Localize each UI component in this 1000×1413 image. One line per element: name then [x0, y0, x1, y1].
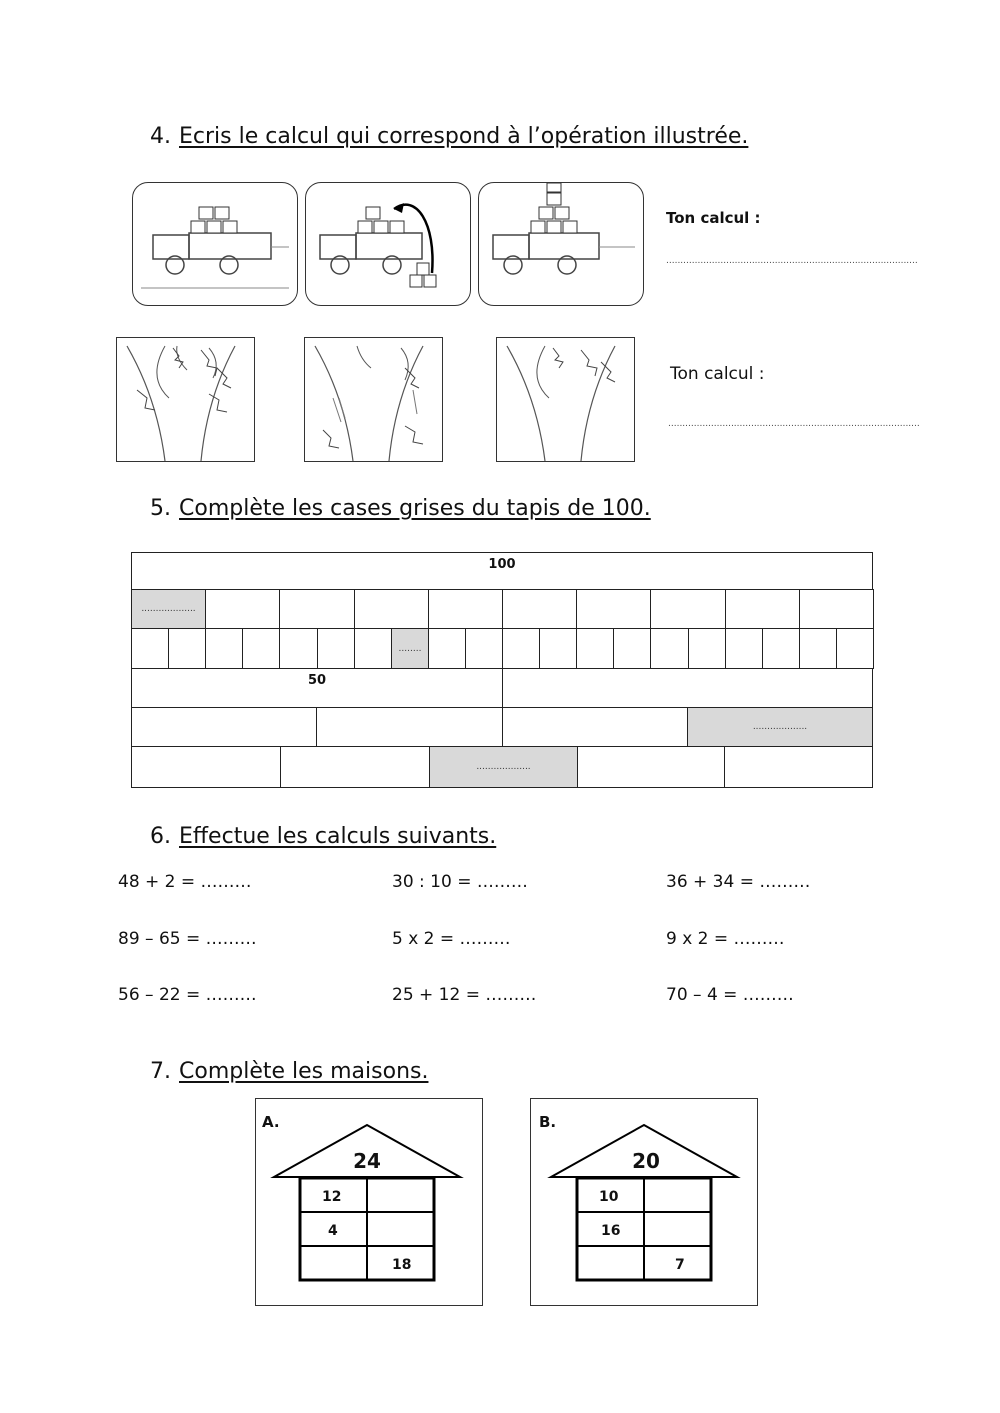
carpet-twentieth: [725, 628, 763, 669]
calc-label-trees: Ton calcul :: [670, 364, 765, 384]
house-cell: 4: [328, 1223, 338, 1239]
answer-line-trucks[interactable]: ........................................................................................: [666, 256, 918, 266]
exercise-6-heading: [150, 824, 496, 849]
exercise-title: Complète les maisons.: [179, 1059, 429, 1084]
carpet-tenth: [205, 589, 280, 629]
carpet-twentieth: [205, 628, 243, 669]
grey-answer-dots: ........: [398, 643, 422, 654]
house-roof-number: 20: [632, 1149, 660, 1173]
carpet-twentieth: [836, 628, 874, 669]
exercise-number: 7.: [150, 1059, 171, 1084]
carpet-grey-quarter[interactable]: [687, 707, 873, 747]
carpet-grey-tenth[interactable]: [131, 589, 206, 629]
exercise-5-heading: [150, 496, 651, 521]
carpet-tenth: [428, 589, 503, 629]
carpet-half-left: [131, 668, 503, 708]
answer-line-trees[interactable]: ........................................................................................: [668, 419, 920, 429]
carpet-twentieth: [242, 628, 280, 669]
carpet-grey-fifth[interactable]: [429, 746, 578, 788]
calc-item[interactable]: 70 – 4 = ………: [666, 985, 794, 1005]
carpet-twentieth: [502, 628, 540, 669]
carpet-twentieth: [650, 628, 689, 669]
carpet-quarter: [316, 707, 503, 747]
house-roof-number: 24: [353, 1149, 381, 1173]
house-cell: 12: [322, 1189, 342, 1205]
carpet-twentieth: [428, 628, 466, 669]
house-cell: 10: [599, 1189, 619, 1205]
carpet-twentieth: [539, 628, 577, 669]
house-cell: 18: [392, 1257, 412, 1273]
calc-item[interactable]: 25 + 12 = ………: [392, 985, 537, 1005]
exercise-number: 6.: [150, 824, 171, 849]
house-b: [530, 1098, 758, 1306]
exercise-title: Complète les cases grises du tapis de 100.: [179, 496, 651, 521]
calc-item[interactable]: 56 – 22 = ………: [118, 985, 257, 1005]
carpet-row-100: [131, 552, 873, 590]
exercise-number: 5.: [150, 496, 171, 521]
carpet-fifth: [724, 746, 873, 788]
carpet-fifth: [131, 746, 281, 788]
carpet-tenth: [650, 589, 726, 629]
house-letter: B.: [539, 1113, 557, 1131]
truck-panel-2: [305, 182, 471, 306]
carpet-twentieth: [613, 628, 651, 669]
grey-answer-dots: ...................: [476, 762, 531, 772]
carpet-twentieth: [576, 628, 614, 669]
carpet-quarter: [502, 707, 688, 747]
exercise-number: 4.: [150, 124, 171, 149]
truck-panel-3: [478, 182, 644, 306]
exercise-title: Effectue les calculs suivants.: [179, 824, 497, 849]
calc-item[interactable]: 48 + 2 = ………: [118, 872, 252, 892]
calc-item[interactable]: 9 x 2 = ………: [666, 929, 785, 949]
tree-bare-illustration: [497, 338, 634, 461]
carpet-twentieth: [762, 628, 800, 669]
tree-falling-leaves-illustration: [305, 338, 442, 461]
tree-panel-1: [116, 337, 255, 462]
house-cell: 16: [601, 1223, 621, 1239]
house-a: [255, 1098, 483, 1306]
carpet-fifth: [280, 746, 430, 788]
carpet-of-100: [131, 552, 873, 788]
calc-item[interactable]: 30 : 10 = ………: [392, 872, 528, 892]
carpet-twentieth: [131, 628, 169, 669]
calc-item[interactable]: 5 x 2 = ………: [392, 929, 511, 949]
carpet-label-100: 100: [488, 557, 516, 572]
exercise-4-heading: [150, 124, 748, 149]
exercise-title: Ecris le calcul qui correspond à l’opération illustrée.: [179, 124, 749, 149]
house-letter: A.: [262, 1113, 280, 1131]
calc-item[interactable]: 36 + 34 = ………: [666, 872, 811, 892]
carpet-twentieth: [465, 628, 503, 669]
truck-illustration: [133, 183, 297, 305]
carpet-half-right: [502, 668, 873, 708]
exercise-7-heading: [150, 1059, 428, 1084]
house-outline: [531, 1099, 757, 1305]
tree-illustration: [117, 338, 254, 461]
carpet-twentieth: [279, 628, 318, 669]
grey-answer-dots: ...................: [752, 722, 808, 732]
carpet-tenth: [799, 589, 874, 629]
carpet-tenth: [354, 589, 429, 629]
carpet-twentieth: [168, 628, 206, 669]
carpet-fifth: [577, 746, 725, 788]
house-cell: 7: [675, 1257, 685, 1273]
carpet-tenth: [279, 589, 355, 629]
carpet-twentieth: [317, 628, 355, 669]
calc-item[interactable]: 89 – 65 = ………: [118, 929, 257, 949]
carpet-tenth: [576, 589, 651, 629]
house-outline: [256, 1099, 482, 1305]
carpet-grey-twentieth[interactable]: [391, 628, 429, 669]
carpet-tenth: [502, 589, 577, 629]
carpet-twentieth: [688, 628, 726, 669]
carpet-quarter: [131, 707, 317, 747]
carpet-label-50: 50: [307, 673, 327, 688]
carpet-twentieth: [354, 628, 392, 669]
truck-panel-1: [132, 182, 298, 306]
tree-panel-2: [304, 337, 443, 462]
truck-loaded-illustration: [479, 183, 643, 305]
grey-answer-dots: ...................: [141, 604, 196, 614]
carpet-tenth: [725, 589, 800, 629]
calc-label-trucks: Ton calcul :: [666, 209, 761, 227]
tree-panel-3: [496, 337, 635, 462]
carpet-twentieth: [799, 628, 837, 669]
truck-unload-illustration: [306, 183, 470, 305]
